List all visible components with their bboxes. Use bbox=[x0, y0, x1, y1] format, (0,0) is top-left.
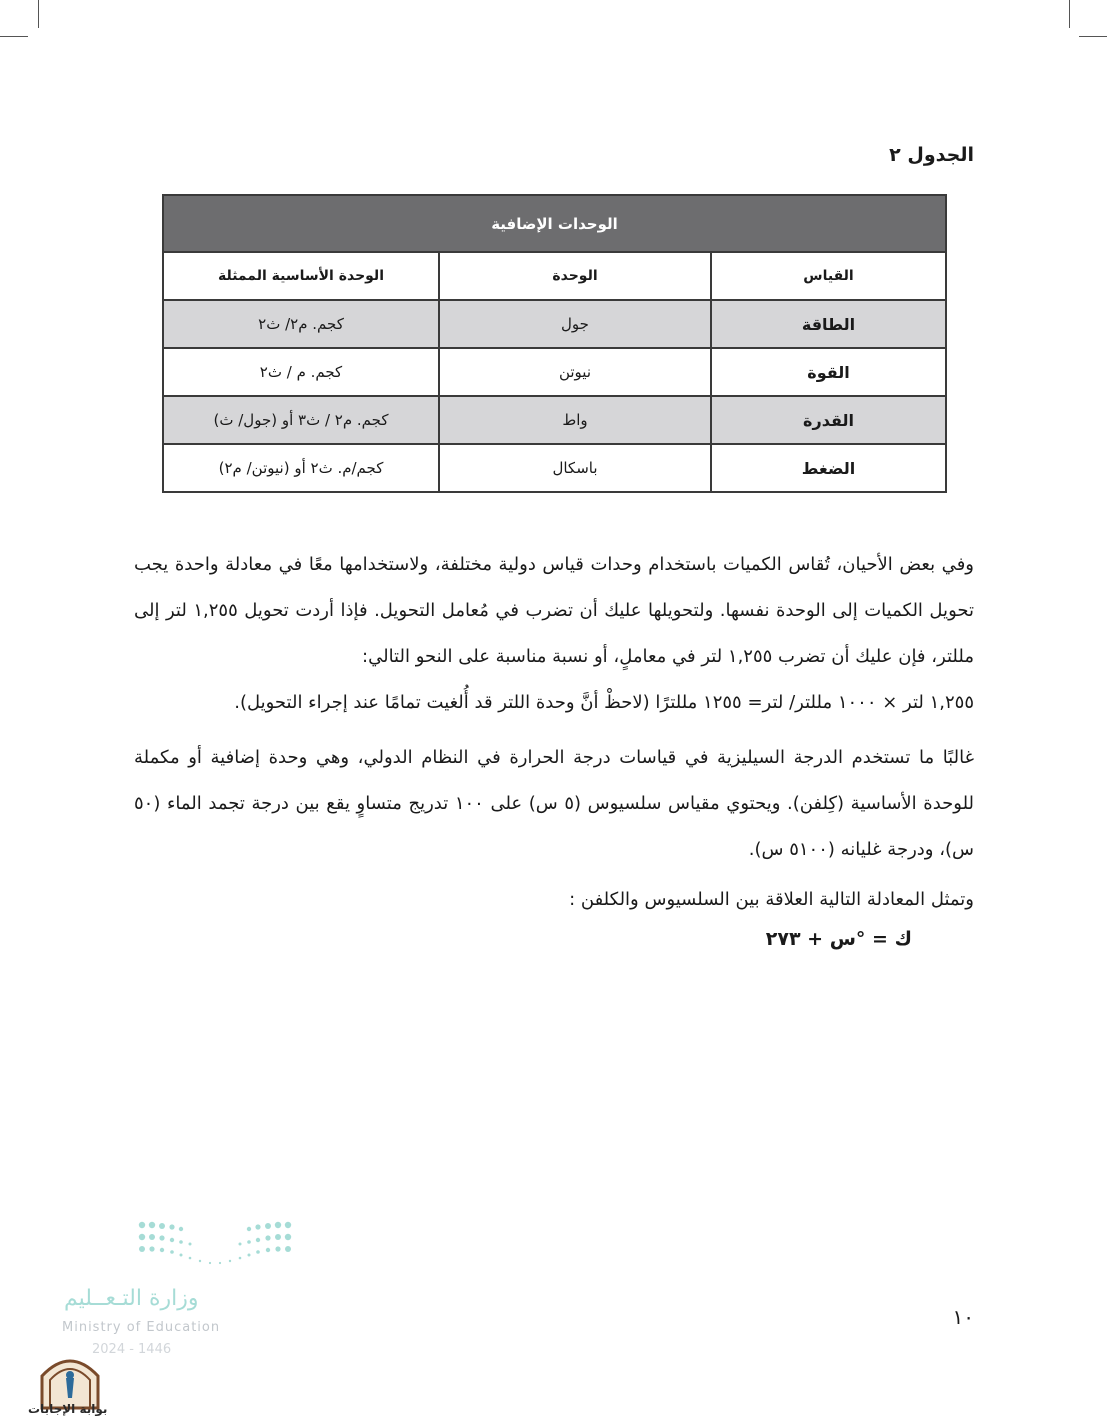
ministry-years: 2024 - 1446 bbox=[92, 1342, 172, 1357]
quantity-cell: الضغط bbox=[711, 444, 946, 492]
table-row bbox=[163, 348, 946, 396]
crop-mark bbox=[1069, 0, 1070, 28]
quantity-cell: القدرة bbox=[711, 396, 946, 444]
paragraph-celsius: غالبًا ما تستخدم الدرجة السيليزية في قياسات درجة الحرارة في النظام الدولي، وهي وحدة إضافية أو مكملة للوحدة الأساسية (كِلفن). ويحتوي مقياس سلسيوس (٥ س) على ١٠٠ تدريج متساوٍ يقع بين درجة تجمد الماء (٥٠ س)، ودرجة غليانه (٥١٠٠ س). bbox=[134, 747, 975, 860]
column-header-unit: الوحدة bbox=[439, 252, 711, 300]
crop-mark bbox=[0, 36, 28, 37]
base-unit-cell: كجم/م. ث٢ أو (نيوتن/ م٢) bbox=[163, 444, 439, 492]
base-unit-cell: كجم. م٢/ ث٢ bbox=[163, 300, 439, 348]
table-title: الجدول ٢ bbox=[889, 144, 974, 166]
unit-cell: نيوتن bbox=[439, 348, 711, 396]
table-row bbox=[163, 300, 946, 348]
paragraph-example: ١,٢٥٥ لتر × ١٠٠٠ مللتر/ لتر= ١٢٥٥ مللترًا (لاحظْ أنَّ وحدة اللتر قد أُلغيت تمامًا عند إجراء التحويل). bbox=[234, 692, 974, 713]
crop-mark bbox=[1079, 36, 1107, 37]
answers-portal-label: بوابة الإجابات bbox=[28, 1402, 108, 1416]
kelvin-equation: ك = °س + ٢٧٣ bbox=[765, 928, 912, 950]
table-row bbox=[163, 396, 946, 444]
paragraph-equation-intro: وتمثل المعادلة التالية العلاقة بين السلسيوس والكلفن : bbox=[569, 889, 974, 910]
column-header-quantity: القياس bbox=[711, 252, 946, 300]
table-header: الوحدات الإضافية bbox=[163, 195, 946, 252]
base-unit-cell: كجم. م / ث٢ bbox=[163, 348, 439, 396]
unit-cell: واط bbox=[439, 396, 711, 444]
quantity-cell: القوة bbox=[711, 348, 946, 396]
column-header-base-unit: الوحدة الأساسية الممثلة bbox=[163, 252, 439, 300]
base-unit-cell: كجم. م٢ / ث٣ أو (جول/ ث) bbox=[163, 396, 439, 444]
quantity-cell: الطاقة bbox=[711, 300, 946, 348]
unit-cell: جول bbox=[439, 300, 711, 348]
page-number: ١٠ bbox=[952, 1305, 974, 1329]
table-row bbox=[163, 444, 946, 492]
ministry-name-english: Ministry of Education bbox=[62, 1320, 221, 1335]
units-table bbox=[162, 194, 947, 493]
crop-mark bbox=[38, 0, 39, 28]
paragraph-conversion: وفي بعض الأحيان، تُقاس الكميات باستخدام وحدات قياس دولية مختلفة، ولاستخدامها معًا في معادلة واحدة يجب تحويل الكميات إلى الوحدة نفسها. ولتحويلها عليك أن تضرب في مُعامل التحويل. فإذا أردت تحويل ١,٢٥٥ لتر إلى مللتر، فإن عليك أن تضرب ١,٢٥٥ لتر في معاملٍ، أو نسبة مناسبة على النحو التالي: bbox=[134, 554, 974, 667]
ministry-name-arabic: وزارة التـعــليم bbox=[64, 1286, 199, 1311]
unit-cell: باسكال bbox=[439, 444, 711, 492]
